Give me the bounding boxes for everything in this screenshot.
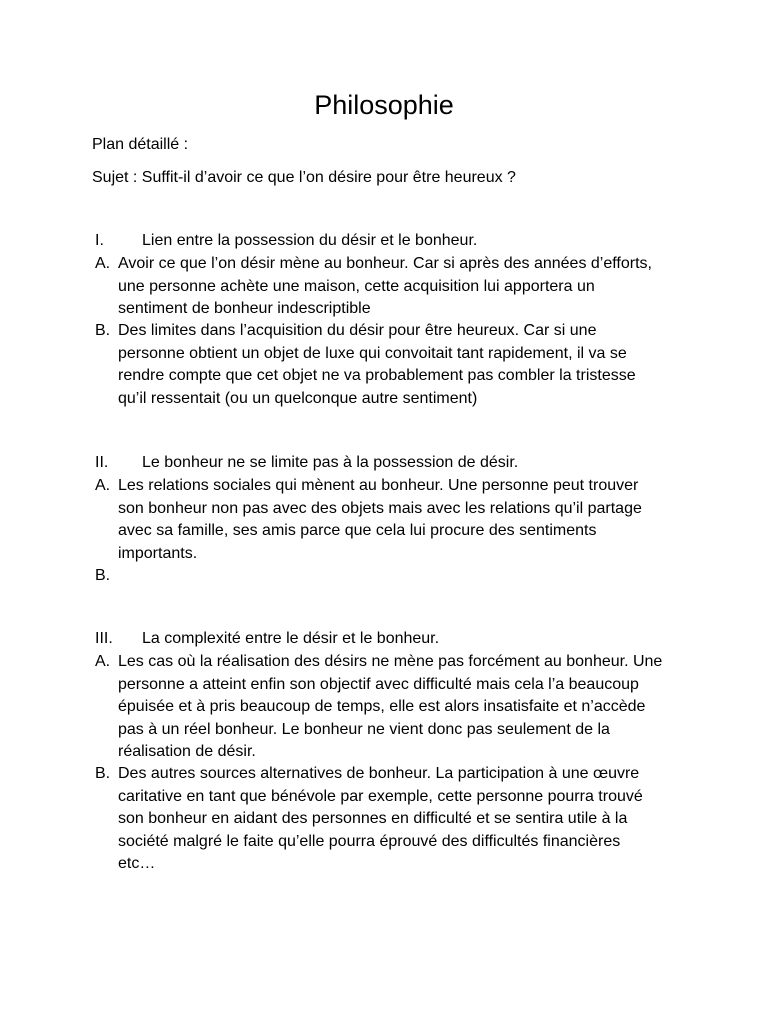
section-title: Lien entre la possession du désir et le bonheur. <box>142 232 478 249</box>
subject-line: Sujet : Suffit-il d’avoir ce que l’on désire pour être heureux ? <box>92 169 516 186</box>
section-number: III. <box>95 630 113 647</box>
item-letter: A. <box>95 477 111 494</box>
item-letter: B. <box>95 322 111 339</box>
item-text-line: rendre compte que cet objet ne va probablement pas combler la tristesse <box>118 367 636 384</box>
item-letter: A. <box>95 653 111 670</box>
document-title: Philosophie <box>314 90 454 120</box>
item-text-line: société malgré le faite qu’elle pourra éprouvé des difficultés financières <box>118 832 621 850</box>
item-letter: B. <box>95 567 111 584</box>
item-text-line: son bonheur en aidant des personnes en difficulté et se sentira utile à la <box>118 810 628 827</box>
section-number: II. <box>95 454 109 471</box>
list-item <box>118 475 688 565</box>
item-letter: A. <box>95 255 111 272</box>
item-text-line: caritative en tant que bénévole par exemple, cette personne pourra trouvé <box>118 787 643 805</box>
list-item <box>118 763 688 876</box>
list-item <box>118 651 688 764</box>
item-text-line: pas à un réel bonheur. Le bonheur ne vient donc pas seulement de la <box>118 720 610 738</box>
item-text-line: Les cas où la réalisation des désirs ne mène pas forcément au bonheur. Une <box>118 653 663 670</box>
item-text-line: Avoir ce que l’on désir mène au bonheur. Car si après des années d’efforts, <box>118 255 652 272</box>
plan-label: Plan détaillé : <box>92 136 189 153</box>
item-text-line: Des limites dans l’acquisition du désir pour être heureux. Car si une <box>118 322 597 339</box>
item-text-line: personne obtient un objet de luxe qui convoitait tant rapidement, il va se <box>118 344 627 362</box>
item-text-line: Des autres sources alternatives de bonheur. La participation à une œuvre <box>118 765 640 782</box>
list-item <box>118 253 688 321</box>
section-title: La complexité entre le désir et le bonheur. <box>142 630 440 647</box>
list-item <box>118 320 688 410</box>
item-text-line: Les relations sociales qui mènent au bonheur. Une personne peut trouver <box>118 477 639 494</box>
section-title: Le bonheur ne se limite pas à la possession de désir. <box>142 454 519 471</box>
item-text-line: qu’il ressentait (ou un quelconque autre sentiment) <box>118 389 478 407</box>
item-text-line: réalisation de désir. <box>118 743 256 760</box>
item-text-line: une personne achète une maison, cette acquisition lui apportera un <box>118 277 595 295</box>
item-text-line: importants. <box>118 544 198 562</box>
item-text-line: épuisée et à pris beaucoup de temps, elle est alors insatisfaite et n’accède <box>118 698 646 715</box>
item-text-line: son bonheur non pas avec des objets mais avec les relations qu’il partage <box>118 499 642 517</box>
item-text-line: personne a atteint enfin son objectif avec difficulté mais cela l’a beaucoup <box>118 675 639 693</box>
item-text-line: etc… <box>118 855 156 872</box>
item-letter: B. <box>95 765 111 782</box>
section-number: I. <box>95 232 104 249</box>
item-text-line: sentiment de bonheur indescriptible <box>118 300 371 317</box>
item-text-line: avec sa famille, ses amis parce que cela lui procure des sentiments <box>118 522 597 539</box>
